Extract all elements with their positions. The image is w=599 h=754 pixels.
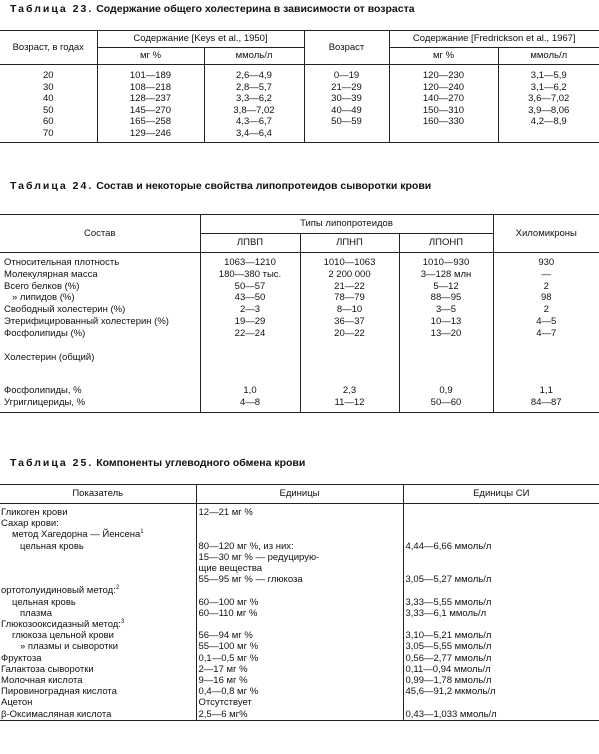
cell — [0, 529, 196, 540]
header-lpnp: ЛПНП — [300, 234, 399, 253]
table-row — [0, 328, 599, 340]
table-25-number: Таблица 25. — [10, 457, 94, 469]
cell: 98 — [493, 292, 599, 304]
cell: 0,4—0,8 мг % — [196, 686, 403, 697]
cell: 21—29 — [304, 82, 389, 94]
table-row — [0, 686, 599, 697]
cell: 40—49 — [304, 105, 389, 117]
table-row — [0, 630, 599, 641]
table-23-caption — [10, 3, 415, 15]
cell — [304, 128, 389, 142]
cell — [0, 552, 196, 563]
cell: 2—17 мг % — [196, 664, 403, 675]
table-row — [0, 552, 599, 563]
cell: β-Оксимасляная кислота — [0, 709, 196, 721]
cell: глюкоза цельной крови — [0, 630, 196, 641]
cell: 15—30 мг % — редуцирую- — [196, 552, 403, 563]
cell: 3,1—6,2 — [498, 82, 599, 94]
cell: 30—39 — [304, 93, 389, 105]
table-row — [0, 269, 599, 281]
cell: 9—16 мг % — [196, 675, 403, 686]
cell: 3,3—6,2 — [204, 93, 304, 105]
table-row — [0, 128, 599, 142]
table-row — [0, 397, 599, 412]
cell: 3,05—5,55 ммоль/л — [403, 641, 599, 652]
cell: 60 — [0, 116, 97, 128]
method-label: метод Хагедорна — Йенсена — [12, 529, 141, 541]
footnote-mark: 3 — [120, 618, 125, 625]
header-chylomicrons: Хиломикроны — [493, 215, 599, 253]
table-row — [0, 608, 599, 619]
cell: 145—270 — [97, 105, 204, 117]
cell: 80—120 мг %, из них: — [196, 541, 403, 552]
header-si-units: Единицы СИ — [403, 485, 599, 504]
cell — [0, 585, 196, 596]
table-row — [0, 385, 599, 397]
table-row — [0, 352, 599, 364]
cell: 3—5 — [399, 304, 493, 316]
cell: 55—95 мг % — глюкоза — [196, 574, 403, 585]
cell: 0—19 — [304, 65, 389, 82]
cell: 1,0 — [200, 385, 300, 397]
cell: 3,9—8,06 — [498, 105, 599, 117]
header-units: Единицы — [196, 485, 403, 504]
cell: 3,1—5,9 — [498, 65, 599, 82]
cell: Ацетон — [0, 697, 196, 708]
table-24-title: Состав и некоторые свойства липопротеидов сыворотки крови — [96, 180, 432, 192]
table-row — [0, 664, 599, 675]
cell: 4—8 — [200, 397, 300, 412]
cell: Галактоза сыворотки — [0, 664, 196, 675]
cell: Фосфолипиды, % — [0, 385, 200, 397]
cell: 1063—1210 — [200, 253, 300, 269]
cell: 50—57 — [200, 281, 300, 293]
cell: 50 — [0, 105, 97, 117]
cell: 3,05—5,27 ммоль/л — [403, 574, 599, 585]
cell: 0,43—1,033 ммоль/л — [403, 709, 599, 721]
cell: 120—240 — [389, 82, 498, 94]
cell: 45,6—91,2 мкмоль/л — [403, 686, 599, 697]
cell: Угриглицериды, % — [0, 397, 200, 412]
cell: 150—310 — [389, 105, 498, 117]
cell: 50—60 — [399, 397, 493, 412]
footnote-mark: 2 — [115, 585, 120, 592]
cell: 3,8—7,02 — [204, 105, 304, 117]
header-composition: Состав — [0, 215, 200, 253]
cell: 11—12 — [300, 397, 399, 412]
table-23-number: Таблица 23. — [10, 3, 94, 15]
header-mg: мг % — [97, 48, 204, 65]
cell: Гликоген крови — [0, 504, 196, 519]
cell: 3,10—5,21 ммоль/л — [403, 630, 599, 641]
cell: 40 — [0, 93, 97, 105]
cell: 0,11—0,94 ммоль/л — [403, 664, 599, 675]
table-25-caption — [10, 457, 305, 469]
table-row — [0, 541, 599, 552]
cell: 4,3—6,7 — [204, 116, 304, 128]
header-mg-2: мг % — [389, 48, 498, 65]
cell: 1010—930 — [399, 253, 493, 269]
table-row — [0, 529, 599, 540]
cell: 2 — [493, 304, 599, 316]
cell: — — [493, 269, 599, 281]
cell: 84—87 — [493, 397, 599, 412]
cell — [0, 574, 196, 585]
cell: 4,44—6,66 ммоль/л — [403, 541, 599, 552]
cell — [403, 585, 599, 596]
cell: 4,2—8,9 — [498, 116, 599, 128]
cell: 12—21 мг % — [196, 504, 403, 519]
cell: 1,1 — [493, 385, 599, 397]
cell: 8—10 — [300, 304, 399, 316]
cell: 36—37 — [300, 316, 399, 328]
cell: 2,3 — [300, 385, 399, 397]
cell — [196, 585, 403, 596]
cell: 55—100 мг % — [196, 641, 403, 652]
cell: » плазмы и сыворотки — [0, 641, 196, 652]
cell — [403, 619, 599, 630]
cell: 50—59 — [304, 116, 389, 128]
cell: 0,1—0,5 мг % — [196, 653, 403, 664]
table-row — [0, 597, 599, 608]
table-row — [0, 304, 599, 316]
table-row — [0, 518, 599, 529]
cell — [196, 619, 403, 630]
cell: 4—7 — [493, 328, 599, 340]
header-fredrickson: Содержание [Fredrickson et al., 1967] — [389, 31, 599, 48]
cell — [403, 552, 599, 563]
cell — [0, 619, 196, 630]
cell — [403, 518, 599, 529]
header-mmol-2: ммоль/л — [498, 48, 599, 65]
table-row — [0, 641, 599, 652]
table-25 — [0, 484, 599, 721]
cell: 120—230 — [389, 65, 498, 82]
cell: Отсутствует — [196, 697, 403, 708]
table-row — [0, 281, 599, 293]
spacer-row — [0, 363, 599, 373]
cell: 2 200 000 — [300, 269, 399, 281]
table-row — [0, 504, 599, 519]
header-lponp: ЛПОНП — [399, 234, 493, 253]
spacer-row — [0, 340, 599, 352]
cell: 2—3 — [200, 304, 300, 316]
cell: 0,9 — [399, 385, 493, 397]
cell: цельная кровь — [0, 597, 196, 608]
cell — [498, 128, 599, 142]
header-keys: Содержание [Keys et al., 1950] — [97, 31, 304, 48]
table-row — [0, 574, 599, 585]
cell: 10—13 — [399, 316, 493, 328]
cell: 160—330 — [389, 116, 498, 128]
cell: 3,33—5,55 ммоль/л — [403, 597, 599, 608]
cell: 930 — [493, 253, 599, 269]
cell: 140—270 — [389, 93, 498, 105]
cell: Молекулярная масса — [0, 269, 200, 281]
table-row — [0, 619, 599, 630]
footnote-mark: 1 — [140, 529, 144, 536]
cell: 180—380 тыс. — [200, 269, 300, 281]
cell: 78—79 — [300, 292, 399, 304]
cell — [403, 529, 599, 540]
method-label: ортотолуидиновый метод: — [1, 585, 116, 597]
cell: 5—12 — [399, 281, 493, 293]
header-lpvp: ЛПВП — [200, 234, 300, 253]
cell: 70 — [0, 128, 97, 142]
table-row — [0, 653, 599, 664]
cell: Сахар крови: — [0, 518, 196, 529]
cell: плазма — [0, 608, 196, 619]
cell — [389, 128, 498, 142]
cell: 20—22 — [300, 328, 399, 340]
cell: 3,33—6,1 ммоль/л — [403, 608, 599, 619]
table-24-caption — [10, 180, 431, 192]
cell: 0,99—1,78 ммоль/л — [403, 675, 599, 686]
header-age: Возраст — [304, 31, 389, 65]
cell: 60—100 мг % — [196, 597, 403, 608]
cell: Свободный холестерин (%) — [0, 304, 200, 316]
cell: 101—189 — [97, 65, 204, 82]
cell: 2,8—5,7 — [204, 82, 304, 94]
cell: 108—218 — [97, 82, 204, 94]
header-indicator: Показатель — [0, 485, 196, 504]
cell: 20 — [0, 65, 97, 82]
table-row — [0, 563, 599, 574]
cell: щие вещества — [196, 563, 403, 574]
table-24-number: Таблица 24. — [10, 180, 94, 192]
cell: 2,6—4,9 — [204, 65, 304, 82]
cell: 165—258 — [97, 116, 204, 128]
cell: Молочная кислота — [0, 675, 196, 686]
cell: 56—94 мг % — [196, 630, 403, 641]
table-row — [0, 116, 599, 128]
cell: 3,4—6,4 — [204, 128, 304, 142]
cell: 21—22 — [300, 281, 399, 293]
cell — [403, 504, 599, 519]
cell: Этерифицированный холестерин (%) — [0, 316, 200, 328]
table-row — [0, 697, 599, 708]
cell: 60—110 мг % — [196, 608, 403, 619]
header-mmol: ммоль/л — [204, 48, 304, 65]
header-age-years: Возраст, в годах — [0, 31, 97, 65]
table-row — [0, 82, 599, 94]
cell: Относительная плотность — [0, 253, 200, 269]
table-row — [0, 585, 599, 596]
cell: 22—24 — [200, 328, 300, 340]
cell: 1010—1063 — [300, 253, 399, 269]
cell: 129—246 — [97, 128, 204, 142]
table-row — [0, 316, 599, 328]
cell: Всего белков (%) — [0, 281, 200, 293]
method-label: Глюкозооксидазный метод: — [1, 619, 121, 631]
table-25-title: Компоненты углеводного обмена крови — [96, 457, 306, 469]
spacer-row — [0, 373, 599, 385]
cell: 88—95 — [399, 292, 493, 304]
table-row — [0, 709, 599, 721]
header-lipoprotein-types: Типы липопротеидов — [200, 215, 493, 234]
cell — [196, 518, 403, 529]
cell: 19—29 — [200, 316, 300, 328]
cell: 0,56—2,77 ммоль/л — [403, 653, 599, 664]
cell: Фруктоза — [0, 653, 196, 664]
cell: Фосфолипиды (%) — [0, 328, 200, 340]
table-row — [0, 675, 599, 686]
cell: 4—5 — [493, 316, 599, 328]
cell — [403, 563, 599, 574]
table-row — [0, 93, 599, 105]
cholesterol-total-label: Холестерин (общий) — [0, 352, 200, 364]
cell: 128—237 — [97, 93, 204, 105]
cell — [403, 697, 599, 708]
table-row — [0, 65, 599, 82]
cell — [0, 563, 196, 574]
cell: » липидов (%) — [0, 292, 200, 304]
table-23-title: Содержание общего холестерина в зависимости от возраста — [96, 3, 415, 15]
table-row — [0, 105, 599, 117]
cell: 30 — [0, 82, 97, 94]
cell: Пировиноградная кислота — [0, 686, 196, 697]
cell: цельная кровь — [0, 541, 196, 552]
table-24 — [0, 214, 599, 413]
cell: 3,6—7,02 — [498, 93, 599, 105]
table-row — [0, 292, 599, 304]
cell: 13—20 — [399, 328, 493, 340]
cell: 2 — [493, 281, 599, 293]
cell: 3—128 млн — [399, 269, 493, 281]
cell — [196, 529, 403, 540]
table-row — [0, 253, 599, 269]
cell: 43—50 — [200, 292, 300, 304]
cell: 2,5—6 мг% — [196, 709, 403, 721]
table-23 — [0, 30, 599, 143]
